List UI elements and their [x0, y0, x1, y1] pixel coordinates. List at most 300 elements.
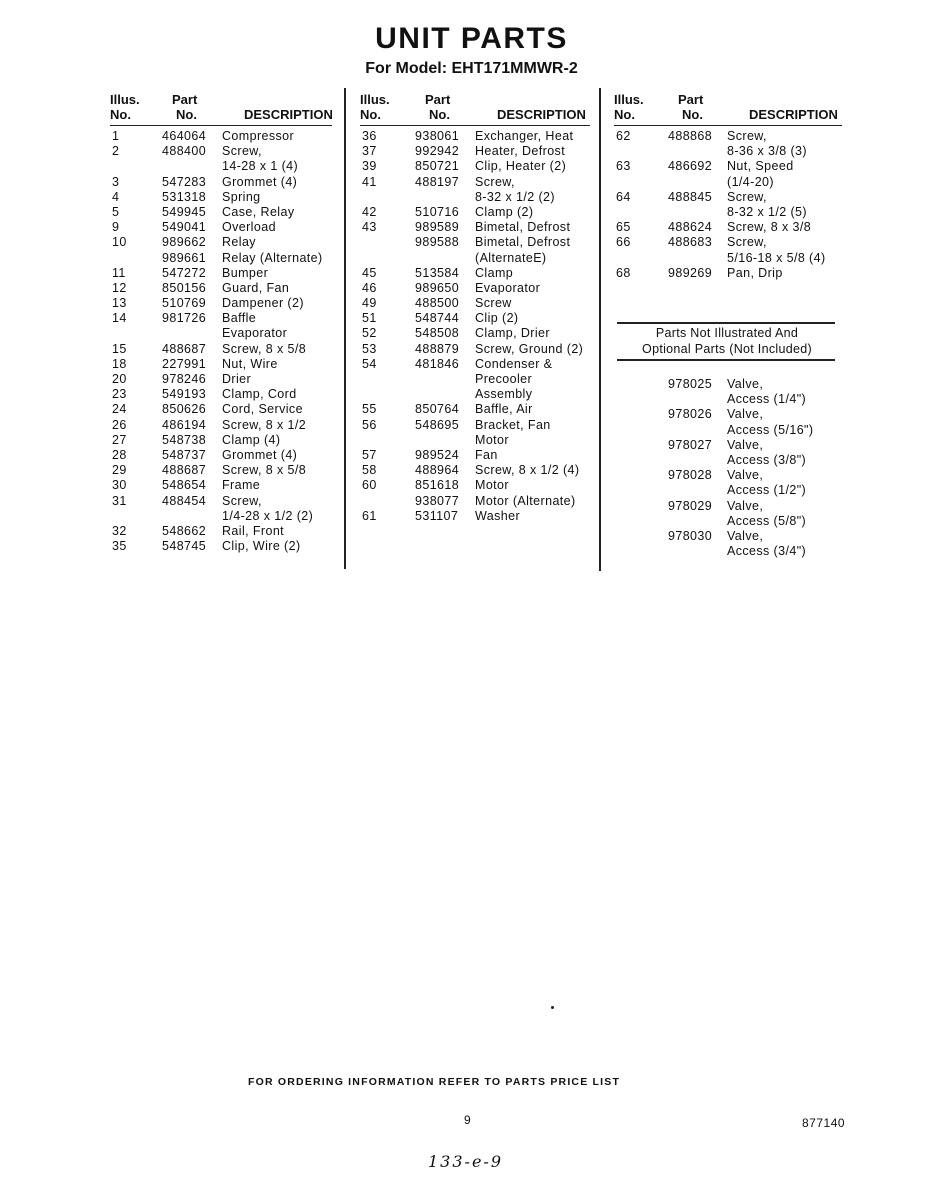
- description-line: 8-36 x 3/8 (3): [727, 144, 807, 159]
- part-number: 486692: [668, 159, 713, 174]
- illus-number: 10: [112, 235, 127, 250]
- description-line: Rail, Front: [222, 523, 285, 538]
- part-description: [727, 438, 842, 468]
- description-line: Nut, Speed: [727, 159, 794, 174]
- parts-row: [110, 433, 332, 448]
- parts-row: [360, 509, 590, 524]
- illus-number: 5: [112, 204, 120, 219]
- part-number: 488687: [162, 463, 207, 478]
- parts-row: [614, 438, 842, 468]
- section-rule: [617, 359, 835, 361]
- description-line: Fan: [475, 447, 498, 462]
- part-number: 978246: [162, 372, 207, 386]
- part-description: [222, 494, 332, 524]
- parts-row: [360, 311, 590, 326]
- parts-row: [110, 539, 332, 554]
- part-number: 227991: [162, 356, 207, 371]
- part-number: 488879: [415, 341, 460, 356]
- part-description: [727, 468, 842, 498]
- part-number: 488197: [415, 174, 460, 189]
- parts-row: [360, 281, 590, 296]
- illus-number: 37: [362, 144, 377, 159]
- description-line: Screw, 8 x 5/8: [222, 463, 307, 478]
- parts-row: [110, 342, 332, 357]
- description-line: Valve,: [727, 377, 764, 391]
- ordering-note: FOR ORDERING INFORMATION REFER TO PARTS PRICE LIST: [248, 1076, 621, 1088]
- description-line: Clamp (2): [475, 204, 534, 219]
- illus-number: 35: [112, 539, 127, 554]
- parts-row: [360, 205, 590, 220]
- part-number: 488868: [668, 129, 713, 143]
- description-line: Clamp: [475, 265, 514, 280]
- part-description: [727, 235, 842, 265]
- parts-row: [110, 418, 332, 433]
- illus-number: 28: [112, 447, 127, 462]
- illus-number: 29: [112, 463, 127, 478]
- part-number: 549945: [162, 204, 207, 219]
- description-line: Screw,: [727, 235, 767, 250]
- illus-number: 15: [112, 341, 127, 356]
- description-line: Clip (2): [475, 311, 519, 326]
- page-number: 9: [464, 1113, 471, 1127]
- parts-row: [360, 478, 590, 493]
- handwritten-note: 133-e-9: [428, 1152, 503, 1171]
- part-description: [475, 478, 590, 493]
- part-number: 549193: [162, 387, 207, 402]
- parts-row: [110, 478, 332, 493]
- parts-row: [110, 220, 332, 235]
- parts-row: [614, 407, 842, 437]
- description-line: 8-32 x 1/2 (5): [727, 204, 807, 219]
- description-line: Motor (Alternate): [475, 493, 576, 508]
- parts-row: [110, 524, 332, 539]
- section-rule: [617, 322, 835, 324]
- illus-number: 55: [362, 402, 377, 417]
- description-line: Dampener (2): [222, 296, 304, 311]
- part-number: 488400: [162, 144, 207, 159]
- illus-number: 36: [362, 129, 377, 143]
- parts-row: [110, 357, 332, 372]
- column-header: [110, 92, 332, 126]
- part-number: 531107: [415, 508, 459, 523]
- part-number: 513584: [415, 265, 460, 280]
- parts-list: [110, 129, 332, 554]
- part-number: 992942: [415, 144, 460, 159]
- part-number: 978028: [668, 468, 713, 483]
- description-line: Compressor: [222, 129, 295, 143]
- part-number: 978030: [668, 528, 713, 543]
- part-number: 989661: [162, 250, 207, 265]
- part-number: 989524: [415, 447, 460, 462]
- description-line: Case, Relay: [222, 204, 295, 219]
- part-description: [222, 387, 332, 402]
- page-title: UNIT PARTS: [375, 22, 568, 55]
- part-description: [222, 433, 332, 448]
- parts-row: [110, 372, 332, 387]
- part-number: 989269: [668, 265, 713, 280]
- part-description: [222, 129, 332, 144]
- parts-row: [360, 159, 590, 174]
- description-line: Precooler: [475, 372, 533, 386]
- part-description: [475, 494, 590, 509]
- description-line: Bimetal, Defrost: [475, 220, 571, 235]
- illus-number: 31: [112, 493, 127, 508]
- description-line: Screw, 8 x 5/8: [222, 341, 307, 356]
- parts-row: [360, 326, 590, 341]
- parts-column-2: [360, 92, 590, 524]
- part-number: 548737: [162, 447, 207, 462]
- part-description: [222, 342, 332, 357]
- model-subtitle: For Model: EHT171MMWR-2: [365, 60, 578, 77]
- part-description: [475, 266, 590, 281]
- description-line: Spring: [222, 189, 261, 204]
- not-illustrated-heading-line-2: Optional Parts (Not Included): [642, 342, 812, 356]
- illus-header-1: Illus.: [614, 92, 644, 107]
- illus-number: 30: [112, 478, 127, 493]
- part-description: [475, 296, 590, 311]
- illus-header-1: Illus.: [110, 92, 140, 107]
- parts-row: [360, 175, 590, 205]
- part-description: [727, 129, 842, 159]
- description-line: Drier: [222, 372, 252, 386]
- part-description: [222, 281, 332, 296]
- parts-row: [360, 129, 590, 144]
- part-description: [222, 190, 332, 205]
- description-line: Screw, 8 x 1/2: [222, 417, 307, 432]
- description-line: 14-28 x 1 (4): [222, 159, 299, 174]
- description-line: Clamp, Cord: [222, 387, 297, 402]
- part-number: 989650: [415, 280, 460, 295]
- description-line: Relay: [222, 235, 256, 250]
- part-description: [222, 357, 332, 372]
- parts-row: [110, 129, 332, 144]
- part-description: [475, 129, 590, 144]
- part-number: 481846: [415, 356, 460, 371]
- part-description: [222, 478, 332, 493]
- parts-row: [110, 205, 332, 220]
- part-description: [727, 529, 842, 559]
- parts-row: [110, 296, 332, 311]
- description-line: Evaporator: [475, 280, 541, 295]
- parts-row: [360, 448, 590, 463]
- parts-list: [614, 129, 842, 281]
- document-number: 877140: [802, 1116, 846, 1130]
- part-description: [222, 235, 332, 250]
- description-line: Screw: [475, 296, 512, 311]
- part-description: [727, 159, 842, 189]
- parts-row: [360, 144, 590, 159]
- part-description: [222, 175, 332, 190]
- parts-list: [360, 129, 590, 524]
- part-number: 978025: [668, 377, 713, 391]
- description-line: Access (1/2"): [727, 483, 807, 498]
- parts-row: [614, 235, 842, 265]
- part-description: [222, 539, 332, 554]
- description-line: Guard, Fan: [222, 280, 290, 295]
- description-line: Valve,: [727, 528, 764, 543]
- part-number: 850764: [415, 402, 460, 417]
- part-number: 548745: [162, 539, 207, 554]
- part-description: [475, 220, 590, 235]
- part-description: [475, 326, 590, 341]
- part-number: 548654: [162, 478, 207, 493]
- part-number: 978029: [668, 498, 713, 513]
- illus-number: 68: [616, 265, 631, 280]
- illus-number: 2: [112, 144, 120, 159]
- description-line: Access (5/16"): [727, 422, 814, 437]
- part-description: [475, 205, 590, 220]
- illus-number: 51: [362, 311, 377, 326]
- description-line: Clip, Heater (2): [475, 159, 567, 174]
- column-divider: [344, 88, 346, 569]
- parts-row: [110, 175, 332, 190]
- description-line: Grommet (4): [222, 174, 298, 189]
- part-description: [222, 311, 332, 341]
- parts-column-3: [614, 92, 842, 281]
- description-line: Pan, Drip: [727, 265, 783, 280]
- description-line: Bumper: [222, 265, 269, 280]
- part-description: [475, 357, 590, 403]
- part-description: [727, 220, 842, 235]
- description-line: Screw, 8 x 1/2 (4): [475, 463, 580, 478]
- illus-number: 39: [362, 159, 377, 174]
- description-line: (AlternateE): [475, 250, 547, 265]
- parts-row: [360, 342, 590, 357]
- description-line: Screw, Ground (2): [475, 341, 584, 356]
- part-number: 531318: [162, 189, 207, 204]
- part-description: [222, 418, 332, 433]
- description-line: Screw, 8 x 3/8: [727, 220, 812, 235]
- parts-column-1: [110, 92, 332, 554]
- parts-row: [110, 387, 332, 402]
- parts-row: [110, 311, 332, 341]
- part-header-1: Part: [425, 92, 451, 107]
- part-description: [222, 448, 332, 463]
- parts-row: [110, 448, 332, 463]
- description-line: Frame: [222, 478, 261, 493]
- illus-number: 14: [112, 311, 127, 326]
- description-line: Clip, Wire (2): [222, 539, 301, 554]
- illus-number: 62: [616, 129, 631, 143]
- illus-header-2: No.: [110, 107, 131, 122]
- part-description: [222, 205, 332, 220]
- part-description: [475, 144, 590, 159]
- part-description: [222, 266, 332, 281]
- description-line: Relay (Alternate): [222, 250, 323, 265]
- description-line: Screw,: [222, 493, 262, 508]
- illus-number: 52: [362, 326, 377, 341]
- part-description: [475, 159, 590, 174]
- part-description: [222, 463, 332, 478]
- part-number: 488624: [668, 220, 713, 235]
- illus-number: 9: [112, 220, 120, 235]
- part-number: 938077: [415, 493, 460, 508]
- illus-number: 45: [362, 265, 377, 280]
- illus-number: 18: [112, 356, 127, 371]
- parts-row: [614, 220, 842, 235]
- part-description: [475, 463, 590, 478]
- part-number: 850721: [415, 159, 460, 174]
- parts-row: [110, 463, 332, 478]
- description-line: Heater, Defrost: [475, 144, 566, 159]
- description-line: Evaporator: [222, 326, 288, 341]
- part-description: [222, 296, 332, 311]
- part-number: 547272: [162, 265, 207, 280]
- part-number: 978027: [668, 437, 713, 452]
- part-number: 488454: [162, 493, 207, 508]
- parts-row: [360, 402, 590, 417]
- description-header: DESCRIPTION: [497, 107, 586, 122]
- part-number: 549041: [162, 220, 207, 235]
- illus-header-2: No.: [360, 107, 381, 122]
- description-line: Valve,: [727, 498, 764, 513]
- parts-row: [110, 281, 332, 296]
- part-description: [222, 402, 332, 417]
- part-number: 488845: [668, 189, 713, 204]
- part-header-2: No.: [429, 107, 450, 122]
- parts-row: [110, 494, 332, 524]
- description-line: Condenser &: [475, 356, 553, 371]
- description-line: Baffle, Air: [475, 402, 533, 417]
- description-line: Cord, Service: [222, 402, 303, 417]
- column-divider: [599, 88, 601, 571]
- description-line: Access (1/4"): [727, 392, 807, 407]
- description-line: Screw,: [727, 189, 767, 204]
- description-line: (1/4-20): [727, 174, 774, 189]
- part-description: [475, 509, 590, 524]
- part-number: 851618: [415, 478, 460, 493]
- part-number: 547283: [162, 174, 207, 189]
- part-number: 488687: [162, 341, 207, 356]
- illus-number: 58: [362, 463, 377, 478]
- parts-row: [110, 251, 332, 266]
- column-header: [360, 92, 590, 126]
- description-line: Screw,: [727, 129, 767, 143]
- parts-row: [360, 418, 590, 448]
- illus-number: 66: [616, 235, 631, 250]
- illus-number: 46: [362, 280, 377, 295]
- part-description: [475, 235, 590, 265]
- illus-number: 20: [112, 372, 127, 386]
- illus-number: 23: [112, 387, 127, 402]
- part-header-1: Part: [678, 92, 704, 107]
- illus-number: 27: [112, 432, 127, 447]
- illus-number: 63: [616, 159, 631, 174]
- illus-number: 64: [616, 189, 631, 204]
- description-line: Assembly: [475, 387, 533, 402]
- part-number: 989588: [415, 235, 460, 250]
- part-number: 850626: [162, 402, 207, 417]
- description-header: DESCRIPTION: [244, 107, 333, 122]
- part-description: [475, 418, 590, 448]
- parts-row: [110, 266, 332, 281]
- part-description: [727, 407, 842, 437]
- part-description: [475, 342, 590, 357]
- illus-number: 56: [362, 417, 377, 432]
- description-line: 1/4-28 x 1/2 (2): [222, 508, 314, 523]
- description-line: Valve,: [727, 468, 764, 483]
- parts-row: [614, 529, 842, 559]
- illus-number: 3: [112, 174, 120, 189]
- illus-number: 26: [112, 417, 127, 432]
- description-line: Access (3/8"): [727, 452, 807, 467]
- description-line: Nut, Wire: [222, 356, 278, 371]
- part-description: [475, 448, 590, 463]
- illus-number: 61: [362, 508, 377, 523]
- illus-number: 49: [362, 296, 377, 311]
- part-description: [475, 175, 590, 205]
- part-number: 548508: [415, 326, 460, 341]
- part-description: [727, 266, 842, 281]
- part-number: 510769: [162, 296, 207, 311]
- part-description: [222, 251, 332, 266]
- parts-row: [614, 159, 842, 189]
- description-line: Motor: [475, 478, 509, 493]
- illus-number: 60: [362, 478, 377, 493]
- illus-number: 65: [616, 220, 631, 235]
- description-line: Bracket, Fan: [475, 417, 551, 432]
- description-line: Access (5/8"): [727, 513, 807, 528]
- illus-number: 24: [112, 402, 127, 417]
- part-description: [475, 402, 590, 417]
- part-number: 548744: [415, 311, 460, 326]
- illus-number: 43: [362, 220, 377, 235]
- parts-row: [614, 499, 842, 529]
- parts-row: [110, 235, 332, 250]
- part-number: 548662: [162, 523, 207, 538]
- description-line: Exchanger, Heat: [475, 129, 574, 143]
- column-header: [614, 92, 842, 126]
- illus-number: 54: [362, 356, 377, 371]
- parts-row: [360, 266, 590, 281]
- part-number: 488683: [668, 235, 713, 250]
- description-header: DESCRIPTION: [749, 107, 838, 122]
- parts-row: [110, 190, 332, 205]
- parts-row: [614, 468, 842, 498]
- part-description: [222, 144, 332, 174]
- part-number: 938061: [415, 129, 460, 143]
- description-line: Screw,: [475, 174, 515, 189]
- description-line: Valve,: [727, 407, 764, 422]
- description-line: Bimetal, Defrost: [475, 235, 571, 250]
- description-line: Valve,: [727, 437, 764, 452]
- description-line: Motor: [475, 432, 509, 447]
- description-line: Overload: [222, 220, 276, 235]
- description-line: Screw,: [222, 144, 262, 159]
- description-line: Baffle: [222, 311, 257, 326]
- part-number: 989662: [162, 235, 207, 250]
- parts-row: [360, 235, 590, 265]
- parts-row: [614, 129, 842, 159]
- part-header-1: Part: [172, 92, 198, 107]
- illus-number: 41: [362, 174, 377, 189]
- description-line: Grommet (4): [222, 447, 298, 462]
- parts-row: [360, 357, 590, 403]
- part-number: 981726: [162, 311, 207, 326]
- part-header-2: No.: [682, 107, 703, 122]
- part-number: 488500: [415, 296, 460, 311]
- part-number: 510716: [415, 204, 460, 219]
- illus-number: 11: [112, 265, 126, 280]
- part-description: [475, 311, 590, 326]
- not-illustrated-heading-line-1: Parts Not Illustrated And: [655, 326, 799, 340]
- parts-row: [614, 190, 842, 220]
- not-illustrated-heading: [617, 325, 837, 357]
- part-number: 978026: [668, 407, 713, 422]
- illus-number: 1: [112, 129, 120, 143]
- illus-header-2: No.: [614, 107, 635, 122]
- description-line: 5/16-18 x 5/8 (4): [727, 250, 826, 265]
